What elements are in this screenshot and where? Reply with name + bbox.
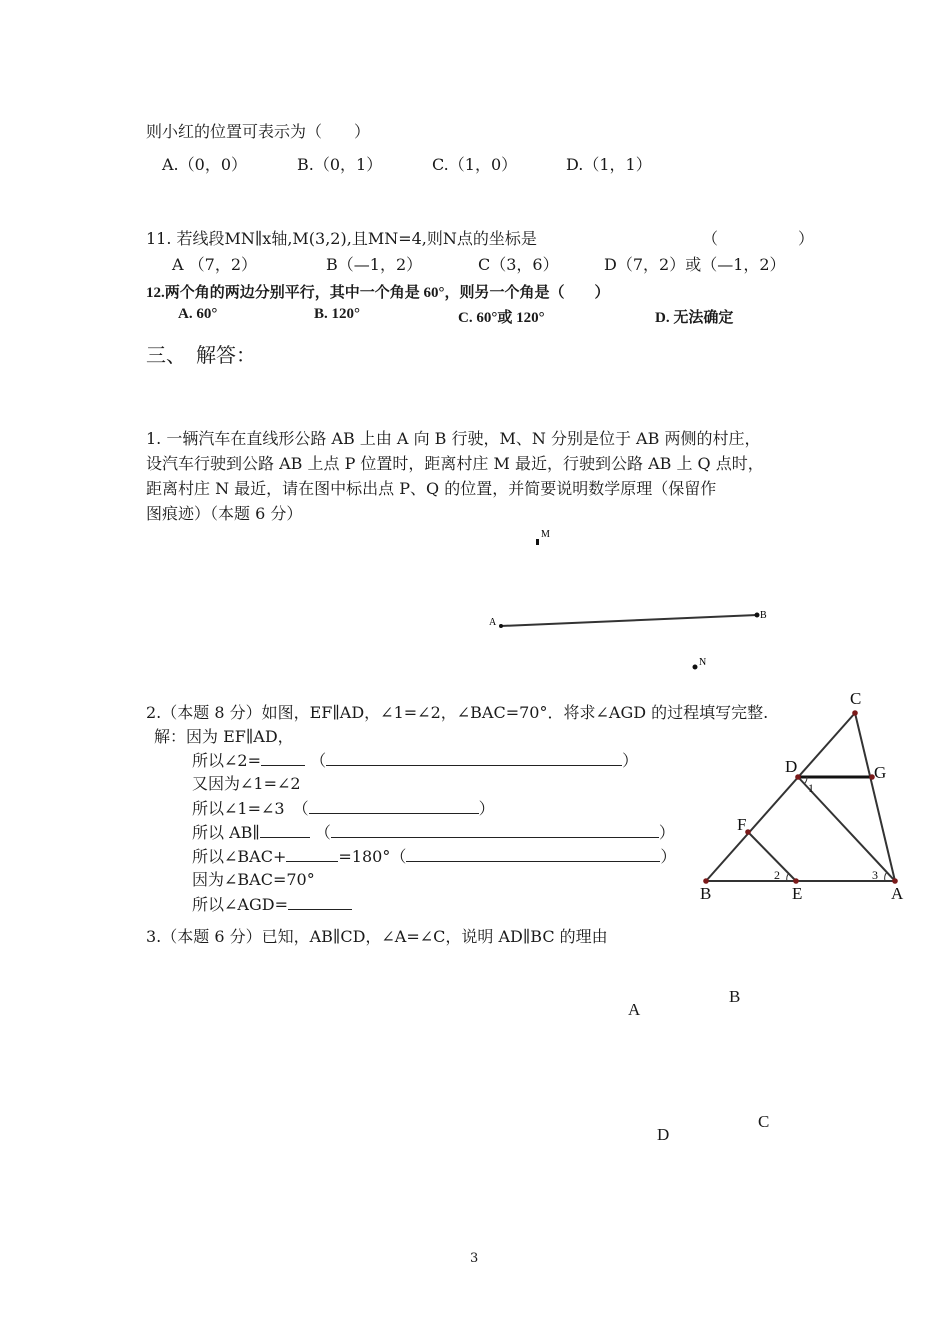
- p2-line-2-close: ）: [622, 751, 639, 770]
- q10-option-a: A.（0，0）: [162, 155, 248, 174]
- p2-line-8: [192, 893, 352, 916]
- p3-label-d: D: [657, 1125, 670, 1144]
- point-a: [892, 878, 898, 884]
- blank-angle-sum[interactable]: [286, 845, 338, 862]
- p2-line-2: [192, 749, 638, 772]
- label-c: C: [850, 689, 862, 708]
- blank-reason-1[interactable]: [326, 749, 622, 766]
- point-n: [693, 665, 698, 670]
- p1-figure: [480, 520, 780, 680]
- point-e: [793, 878, 799, 884]
- label-e: E: [792, 884, 803, 903]
- q10-option-b: B.（0，1）: [297, 155, 383, 174]
- p1-line-3: 距离村庄 N 最近，请在图中标出点 P、Q 的位置，并简要说明数学原理（保留作: [146, 479, 717, 498]
- q12-option-c: C. 60°或 120°: [458, 310, 545, 326]
- p2-line-6: [192, 845, 676, 868]
- p2-line-6-close: ）: [660, 847, 677, 866]
- p2-line-6-text: 所以∠BAC+: [192, 847, 287, 866]
- point-a: [499, 624, 503, 628]
- label-g: G: [874, 763, 887, 782]
- q10-stem: 则小红的位置可表示为（ ）: [146, 122, 371, 141]
- label-m: M: [541, 529, 550, 540]
- q11-option-c: C（3，6）: [478, 255, 559, 274]
- p2-line-5-open: （: [314, 823, 331, 842]
- p2-line-2-text: 所以∠2=: [192, 751, 261, 770]
- p1-line-4: 图痕迹）（本题 6 分）: [146, 504, 303, 523]
- label-b: B: [760, 610, 767, 621]
- p2-figure: [690, 680, 915, 910]
- blank-angle-agd[interactable]: [288, 893, 352, 910]
- p2-line-4-close: ）: [478, 799, 495, 818]
- angle-2-arc: [787, 873, 789, 881]
- p2-line-6-mid: =180°（: [338, 847, 407, 866]
- p3-label-c: C: [758, 1112, 770, 1131]
- blank-parallel-line[interactable]: [260, 821, 310, 838]
- q10-option-c: C.（1，0）: [432, 155, 518, 174]
- page-number: 3: [470, 1251, 479, 1266]
- q11-option-d: D（7，2）或（—1，2）: [604, 255, 786, 274]
- p1-line-2: 设汽车行驶到公路 AB 上点 P 位置时，距离村庄 M 最近，行驶到公路 AB 上 Q 点时，: [146, 454, 764, 473]
- road-ab: [501, 615, 757, 626]
- blank-reason-2[interactable]: [309, 797, 479, 814]
- label-a: A: [891, 884, 904, 903]
- p2-line-1: 解：因为 EF∥AD，: [154, 727, 294, 746]
- q11-stem: 11. 若线段MN∥x轴,M(3,2),且MN=4,则N点的坐标是: [146, 229, 537, 248]
- p2-line-2-open: （: [310, 751, 327, 770]
- p2-line-7: 因为∠BAC=70°: [192, 870, 315, 889]
- p2-stem: 2.（本题 8 分）如图，EF∥AD，∠1=∠2，∠BAC=70°．将求∠AGD 的过程填写完整.: [146, 703, 769, 722]
- p3-label-a: A: [628, 1000, 641, 1019]
- blank-angle-2[interactable]: [261, 749, 305, 766]
- point-b: [703, 878, 709, 884]
- point-m: [536, 539, 539, 545]
- section-3-heading: 三、 解答：: [146, 343, 256, 367]
- q10-option-d: D.（1，1）: [566, 155, 652, 174]
- label-b: B: [700, 884, 712, 903]
- point-c: [852, 710, 858, 716]
- label-n: N: [699, 657, 707, 668]
- label-a: A: [489, 617, 497, 628]
- label-d: D: [785, 757, 798, 776]
- p2-line-5-text: 所以 AB∥: [192, 823, 260, 842]
- label-angle-3: 3: [872, 868, 878, 882]
- label-f: F: [737, 815, 747, 834]
- p2-line-4: [192, 797, 495, 820]
- p2-line-8-text: 所以∠AGD=: [192, 895, 288, 914]
- p3-label-b: B: [729, 987, 741, 1006]
- segment-bc: [706, 713, 855, 881]
- p3-stem: 3.（本题 6 分）已知，AB∥CD，∠A=∠C，说明 AD∥BC 的理由: [146, 927, 608, 946]
- p2-line-4-text: 所以∠1=∠3 （: [192, 799, 309, 818]
- p1-line-1: 1. 一辆汽车在直线形公路 AB 上由 A 向 B 行驶，M、N 分别是位于 AB 两侧的村庄，: [146, 429, 761, 448]
- q11-option-b: B（—1，2）: [326, 255, 423, 274]
- segment-ca: [855, 713, 895, 881]
- q12-stem: 12.两个角的两边分别平行，其中一个角是 60°，则另一个角是（ ）: [146, 285, 610, 301]
- blank-reason-3[interactable]: [331, 821, 659, 838]
- q12-option-a: A. 60°: [178, 306, 218, 322]
- p2-line-3: 又因为∠1=∠2: [192, 774, 301, 793]
- p2-line-5: [192, 821, 675, 844]
- blank-reason-4[interactable]: [406, 845, 660, 862]
- q11-option-a: A （7，2）: [172, 255, 258, 274]
- p2-line-5-close: ）: [658, 823, 675, 842]
- point-b: [755, 613, 760, 618]
- label-angle-2: 2: [774, 868, 780, 882]
- q12-option-b: B. 120°: [314, 306, 361, 322]
- q12-option-d: D. 无法确定: [655, 310, 734, 326]
- label-angle-1: 1: [808, 781, 814, 795]
- q11-answer-paren: （ ）: [702, 229, 815, 248]
